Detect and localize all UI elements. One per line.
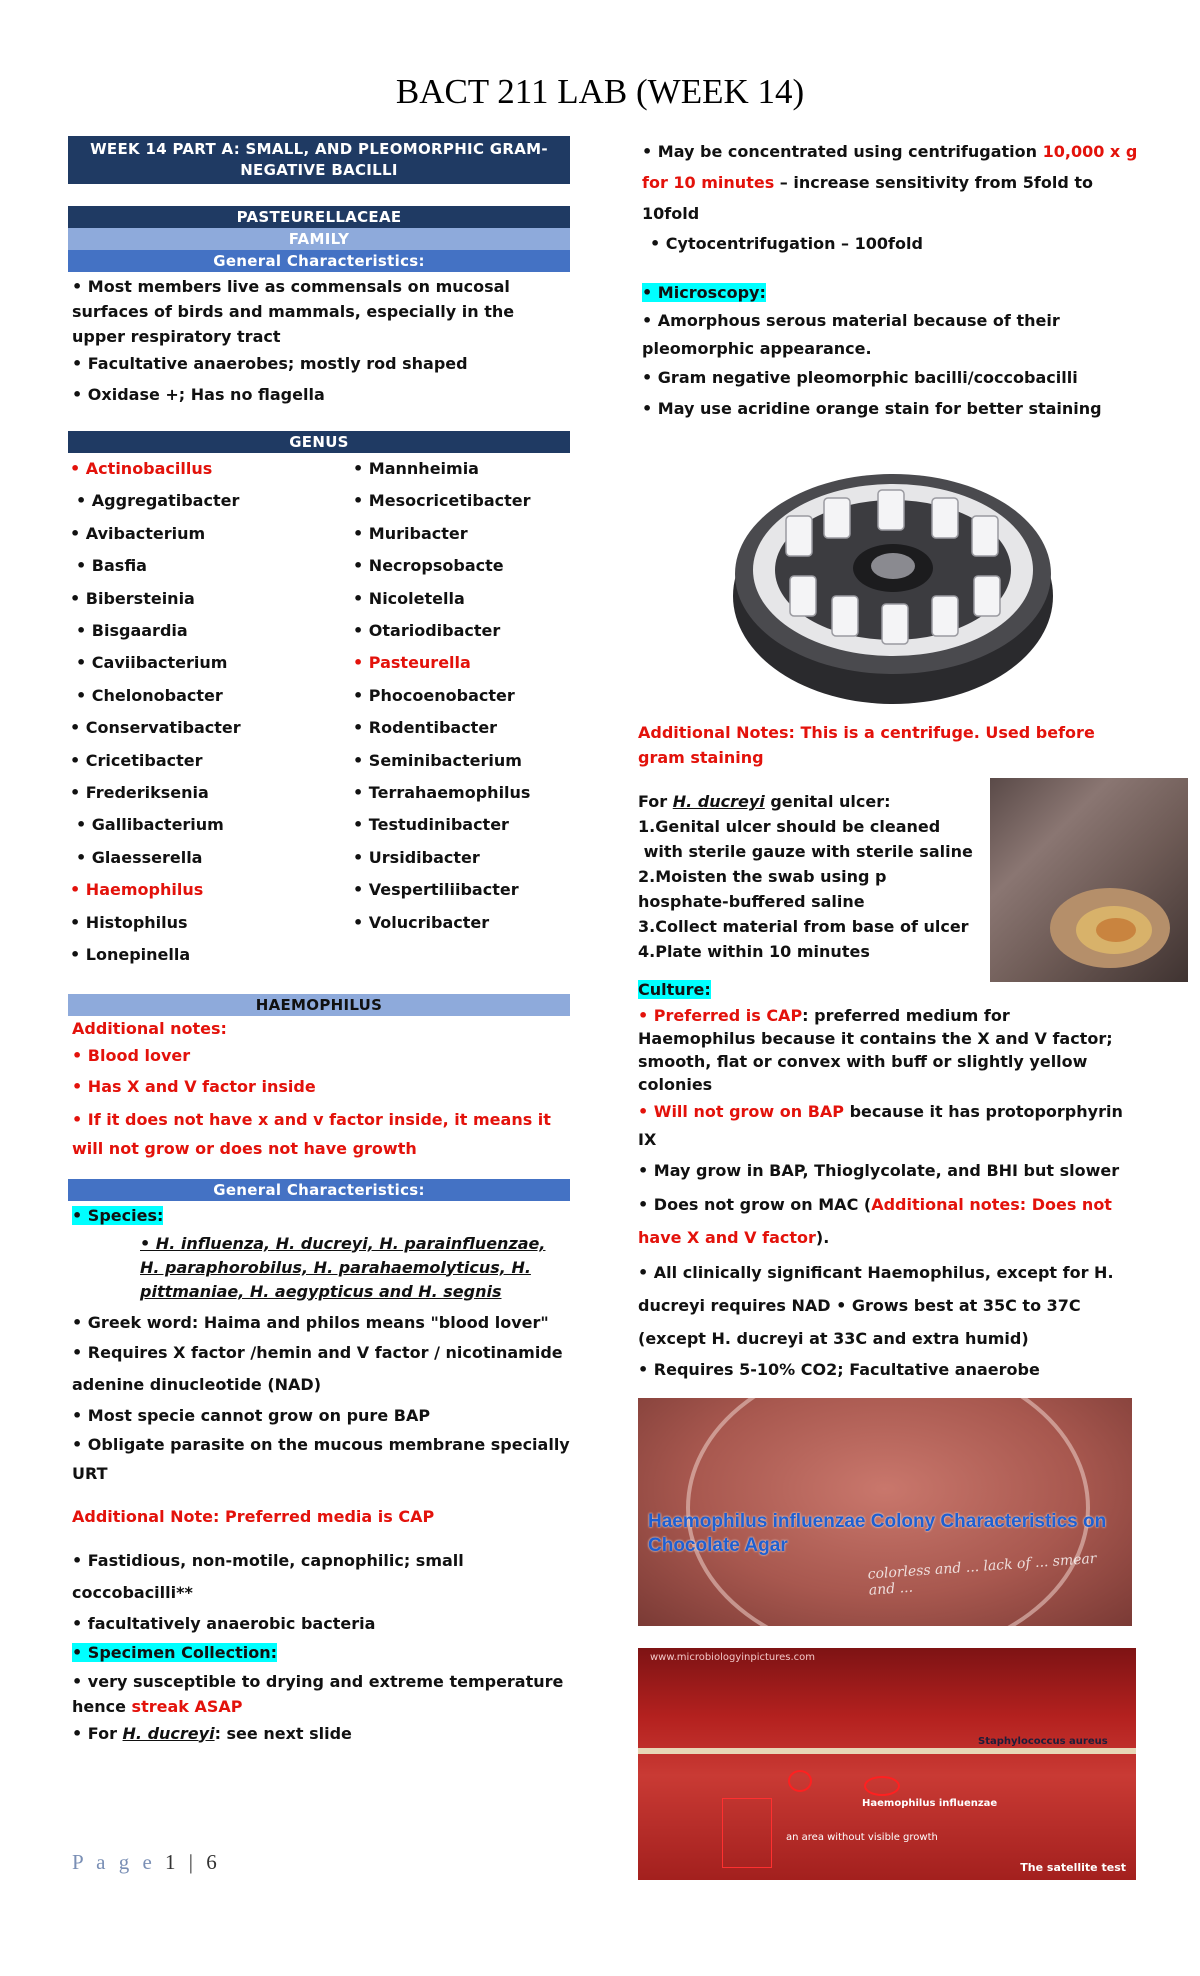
cap-red: • Preferred is CAP bbox=[638, 1006, 803, 1025]
genus-item: • Chelonobacter bbox=[76, 685, 223, 705]
spec-coll-text: • very susceptible to drying and extreme temperature hence bbox=[72, 1671, 564, 1716]
genus-item: • Bisgaardia bbox=[76, 621, 188, 641]
genus-item: • Caviibacterium bbox=[76, 653, 228, 673]
ducreyi-text: For bbox=[638, 792, 673, 811]
streak-asap: streak ASAP bbox=[131, 1696, 243, 1716]
add-note-cap: Additional Note: Preferred media is CAP bbox=[72, 1506, 435, 1526]
species-label: • Species: bbox=[72, 1205, 164, 1225]
char-item: • Requires X factor /hemin and V factor / nicotinamide adenine dinucleotide (NAD) bbox=[72, 1342, 563, 1394]
concentration-text bbox=[642, 136, 1138, 229]
cap-text: : preferred medium for Haemophilus because it contains the X and V factor; smooth, flat or convex with buff or slightly yellow colonies bbox=[638, 1006, 1113, 1094]
spec-coll-label: • Specimen Collection: bbox=[72, 1642, 278, 1662]
centrifuge-image bbox=[728, 446, 1058, 708]
genus-item: • Frederiksenia bbox=[70, 783, 209, 803]
spec-coll-item bbox=[72, 1721, 570, 1746]
family-label: FAMILY bbox=[68, 228, 570, 250]
spec-coll-text: • For bbox=[72, 1723, 123, 1743]
gen-char2-label: General Characteristics: bbox=[68, 1179, 570, 1201]
satellite-test-image bbox=[638, 1648, 1136, 1880]
plate2-area-label: an area without visible growth bbox=[786, 1832, 938, 1843]
left-column bbox=[68, 136, 570, 1748]
plate1-caption: Haemophilus influenzae Colony Characteristics on Chocolate Agar bbox=[648, 1511, 1107, 1556]
genus-item: • Aggregatibacter bbox=[76, 491, 240, 511]
add-note-item: • If it does not have x and v factor inside, it means it will not grow or does not have growth bbox=[72, 1109, 551, 1158]
genus-column-1 bbox=[68, 453, 351, 972]
char-item: • Obligate parasite on the mucous membrane specially URT bbox=[72, 1434, 570, 1483]
genus-list bbox=[68, 453, 570, 972]
plate2-haem-label: Haemophilus influenzae bbox=[862, 1798, 998, 1809]
gen-char-item: • Most members live as commensals on mucosal surfaces of birds and mammals, especially in the upper respiratory tract bbox=[72, 277, 515, 346]
micro-item: • Amorphous serous material because of their pleomorphic appearance. bbox=[642, 311, 1060, 358]
ducreyi-step: 4.Plate within 10 minutes bbox=[638, 942, 870, 961]
plate2-test-label: The satellite test bbox=[1020, 1861, 1126, 1874]
genus-item: • Vespertiliibacter bbox=[353, 880, 519, 900]
chocolate-agar-image bbox=[638, 1398, 1132, 1626]
genus-item: • Gallibacterium bbox=[76, 815, 224, 835]
genus-item: • Testudinibacter bbox=[353, 815, 509, 835]
page-footer bbox=[72, 1850, 221, 1875]
ducreyi-step: 2.Moisten the swab using p bbox=[638, 867, 887, 886]
week-header: WEEK 14 PART A: SMALL, AND PLEOMORPHIC GRAM-NEGATIVE BACILLI bbox=[68, 136, 570, 184]
spec-coll-text: : see next slide bbox=[214, 1723, 352, 1743]
h-ducreyi-text: H. ducreyi bbox=[672, 792, 765, 811]
conc-text: – increase sensitivity from 5fold to 10fold bbox=[642, 173, 1093, 223]
genus-item: • Pasteurella bbox=[353, 653, 471, 673]
gen-char-item: • Facultative anaerobes; mostly rod shaped bbox=[72, 354, 468, 373]
genus-item: • Actinobacillus bbox=[70, 459, 213, 478]
nad-item: • All clinically significant Haemophilus, except for H. ducreyi requires NAD • Grows best at 35C to 37C (except H. ducreyi at 33C and extra humid) bbox=[638, 1263, 1114, 1348]
ducreyi-step: 3.Collect material from base of ulcer bbox=[638, 917, 969, 936]
ducreyi-text: genital ulcer: bbox=[764, 792, 891, 811]
add-note-item: • Has X and V factor inside bbox=[72, 1076, 316, 1096]
genus-item: • Rodentibacter bbox=[353, 718, 498, 738]
co2-item: • Requires 5-10% CO2; Facultative anaerobe bbox=[638, 1360, 1040, 1379]
char-item: • Most specie cannot grow on pure BAP bbox=[72, 1405, 431, 1425]
page-number: 1 | 6 bbox=[165, 1850, 221, 1874]
genus-item: • Terrahaemophilus bbox=[353, 783, 531, 803]
genus-item: • Bibersteinia bbox=[70, 588, 195, 608]
genus-item: • Phocoenobacter bbox=[353, 685, 515, 705]
genus-item: • Glaesserella bbox=[76, 847, 203, 867]
may-grow: • May grow in BAP, Thioglycolate, and BHI but slower bbox=[638, 1161, 1120, 1180]
document-title: BACT 211 LAB (WEEK 14) bbox=[395, 72, 805, 111]
mac-item bbox=[638, 1188, 1128, 1254]
genus-item: • Necropsobacte bbox=[353, 556, 504, 576]
genital-ulcer-image bbox=[990, 778, 1188, 982]
haemophilus-label: HAEMOPHILUS bbox=[68, 994, 570, 1016]
genus-item: • Ursidibacter bbox=[353, 847, 480, 867]
microscopy-label: • Microscopy: bbox=[642, 283, 766, 302]
mac-text: ). bbox=[815, 1228, 830, 1247]
facultative-text: • facultatively anaerobic bacteria bbox=[72, 1613, 376, 1633]
page-word: P a g e bbox=[72, 1850, 156, 1874]
genus-item: • Cricetibacter bbox=[70, 750, 203, 770]
plate2-staph-label: Staphylococcus aureus bbox=[978, 1736, 1108, 1747]
micro-item: • May use acridine orange stain for better staining bbox=[642, 399, 1102, 418]
ducreyi-step: hosphate-buffered saline bbox=[638, 892, 865, 911]
cyto-text: • Cytocentrifugation – 100fold bbox=[650, 234, 923, 253]
conc-text: • May be concentrated using centrifugation bbox=[642, 142, 1043, 161]
genus-column-2 bbox=[351, 453, 570, 972]
genus-item: • Mannheimia bbox=[353, 459, 479, 478]
family-name: PASTEURELLACEAE bbox=[68, 206, 570, 228]
centrifuge-note: Additional Notes: This is a centrifuge. Used before gram staining bbox=[638, 723, 1095, 767]
genus-item: • Nicoletella bbox=[353, 588, 465, 608]
fastidious-text: • Fastidious, non-motile, capnophilic; small coccobacilli** bbox=[72, 1550, 464, 1602]
mac-red: Additional notes: Does not have X and V factor bbox=[638, 1195, 1112, 1247]
genus-item: • Haemophilus bbox=[70, 880, 204, 900]
genus-item: • Otariodibacter bbox=[353, 621, 501, 641]
genus-item: • Volucribacter bbox=[353, 912, 490, 932]
add-notes-label: Additional notes: bbox=[72, 1018, 227, 1038]
plate1-handwriting: colorless and ... lack of ... smear and ... bbox=[867, 1550, 1098, 1599]
bap-red: • Will not grow on BAP bbox=[638, 1102, 845, 1121]
bap-item bbox=[638, 1098, 1128, 1154]
genus-label: GENUS bbox=[68, 431, 570, 453]
char-item: • Greek word: Haima and philos means "blood lover" bbox=[72, 1312, 549, 1332]
genus-item: • Avibacterium bbox=[70, 523, 206, 543]
gen-char-label: General Characteristics: bbox=[68, 250, 570, 272]
conc-red-text: 10,000 x g for 10 minutes bbox=[642, 142, 1138, 192]
genus-item: • Mesocricetibacter bbox=[353, 491, 531, 511]
ducreyi-step: 1.Genital ulcer should be cleaned bbox=[638, 817, 941, 836]
species-list: • H. influenza, H. ducreyi, H. parainfluenzae, H. paraphorobilus, H. parahaemolyticus, H. pittmaniae, H. aegypticus and H. segnis bbox=[140, 1233, 546, 1301]
spec-coll-item bbox=[72, 1669, 570, 1719]
culture-label: Culture: bbox=[638, 980, 711, 999]
plate2-site: www.microbiologyinpictures.com bbox=[650, 1652, 816, 1663]
gen-char-item: • Oxidase +; Has no flagella bbox=[72, 385, 325, 404]
add-note-item: • Blood lover bbox=[72, 1045, 191, 1065]
genus-item: • Lonepinella bbox=[70, 945, 191, 965]
bap-text: because it has protoporphyrin IX bbox=[638, 1102, 1123, 1149]
genus-item: • Conservatibacter bbox=[70, 718, 241, 738]
genus-item: • Muribacter bbox=[353, 523, 468, 543]
micro-item: • Gram negative pleomorphic bacilli/coccobacilli bbox=[642, 368, 1078, 387]
ducreyi-step: with sterile gauze with sterile saline bbox=[638, 842, 973, 861]
genus-item: • Seminibacterium bbox=[353, 750, 522, 770]
cap-item bbox=[638, 1004, 1128, 1096]
genus-item: • Histophilus bbox=[70, 912, 188, 932]
genus-item: • Basfia bbox=[76, 556, 147, 576]
right-column bbox=[638, 136, 1138, 1379]
mac-text: • Does not grow on MAC ( bbox=[638, 1195, 872, 1214]
h-ducreyi-text: H. ducreyi bbox=[122, 1723, 215, 1743]
